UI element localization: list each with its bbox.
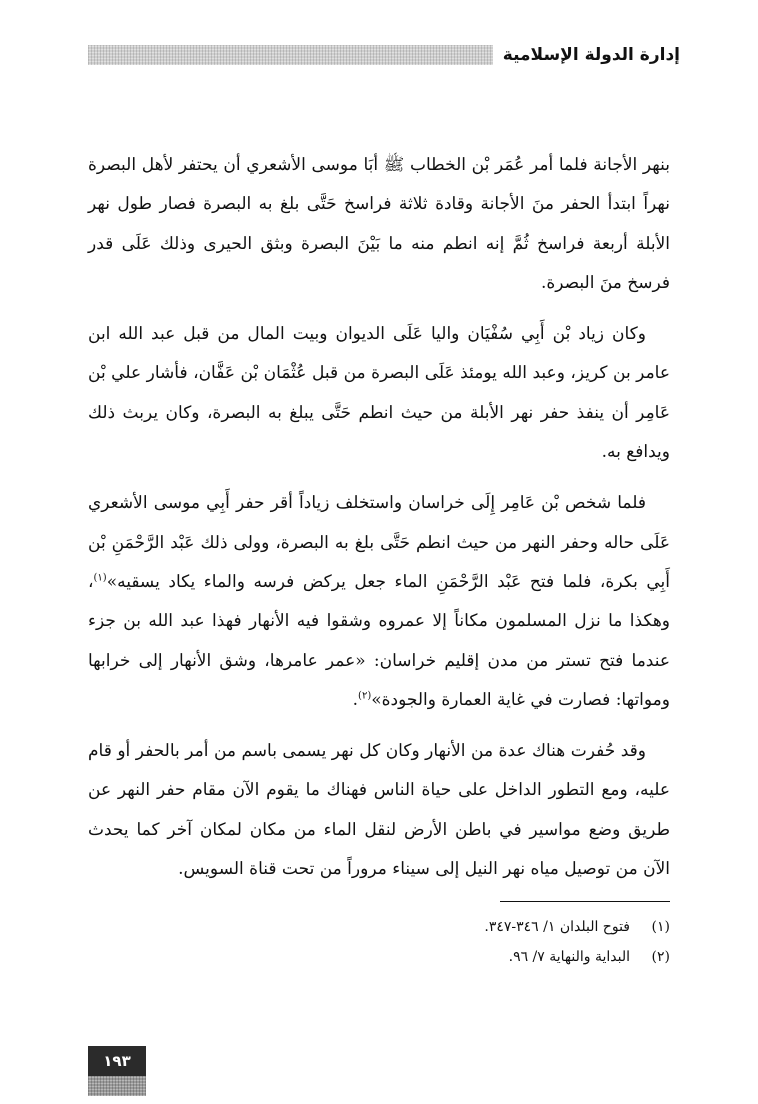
paragraph-3-part-2: ، وهكذا ما نزل المسلمون مكاناً إلا عمروه وشقوا فيه الأنهار فهذا عبد الله بن جزء عندما فتح تستر من مدن إقليم خراسان: «عمر عامرها، وشق الأنهار إلى خرابها ومواتها: فصارت في غاية العمارة والجودة» (88, 571, 670, 710)
footnotes (88, 912, 670, 972)
footnote-number: (١) (651, 919, 670, 935)
paragraph-1: بنهر الأجانة فلما أمر عُمَر بْن الخطاب ﷺ أبَا موسى الأشعري أن يحتفر لأهل البصرة نهراً ابتدأ الحفر منَ الأجانة وقادة ثلاثة فراسخ حَتَّى بلغ به البصرة فصار طول نهر الأبلة أربعة فراسخ ثُمَّ إنه انطم منه ما بَيْنَ البصرة وبثق الحيرى وذلك عَلَى قدر فرسخ منَ البصرة. (88, 155, 670, 293)
paragraph-2: وكان زياد بْن أَبِي سُفْيَان واليا عَلَى الديوان وبيت المال من قبل عبد الله ابن عامر بن كريز، وعبد الله يومئذ عَلَى البصرة من قبل عُثْمَان بْن عَفَّان، فأشار علي بْن عَامِر أن ينفذ حفر نهر الأبلة من حيث انطم حَتَّى يبلغ به البصرة، وكان يربث ذلك ويدافع به. (88, 324, 670, 463)
footnote-1 (88, 912, 670, 942)
page-number-decorative-strip (88, 1076, 146, 1096)
footnote-ref-1[interactable]: (١) (93, 572, 107, 584)
footnote-number: (٢) (651, 949, 670, 965)
footnote-separator (500, 901, 670, 902)
paragraph-3-part-1: فلما شخص بْن عَامِر إِلَى خراسان واستخلف زياداً أقر حفر أَبِي موسى الأشعري عَلَى حاله وحفر النهر من حيث انطم حَتَّى بلغ به البصرة، وولى ذلك عَبْد الرَّحْمَنِ بْن أَبِي بكرة، فلما فتح عَبْد الرَّحْمَنِ الماء جعل يركض فرسه والماء يكاد يسقيه» (88, 493, 670, 592)
running-title: إدارة الدولة الإسلامية (502, 45, 680, 65)
page-number: ١٩٣ (88, 1046, 146, 1076)
body-text (88, 146, 670, 901)
footnote-text: فتوح البلدان ١/ ٣٤٦-٣٤٧. (484, 919, 630, 935)
footnote-text: البداية والنهاية ٧/ ٩٦. (508, 949, 630, 965)
header-decorative-band (88, 45, 493, 65)
paragraph-4: وقد حُفرت هناك عدة من الأنهار وكان كل نهر يسمى باسم من أمر بالحفر أو قام عليه، ومع التطور الداخل على حياة الناس فهناك ما يقوم الآن مقام حفر النهر عن طريق وضع مواسير في باطن الأرض لنقل الماء من مكان لمكان آخر كما يحدث الآن من توصيل مياه نهر النيل إلى سيناء مروراً من تحت قناة السويس. (88, 741, 670, 880)
footnote-ref-2[interactable]: (٢) (358, 690, 372, 702)
footnote-2 (88, 942, 670, 972)
running-header (88, 38, 680, 72)
paragraph-3-part-3: . (352, 689, 359, 710)
paragraph-3 (88, 484, 670, 720)
